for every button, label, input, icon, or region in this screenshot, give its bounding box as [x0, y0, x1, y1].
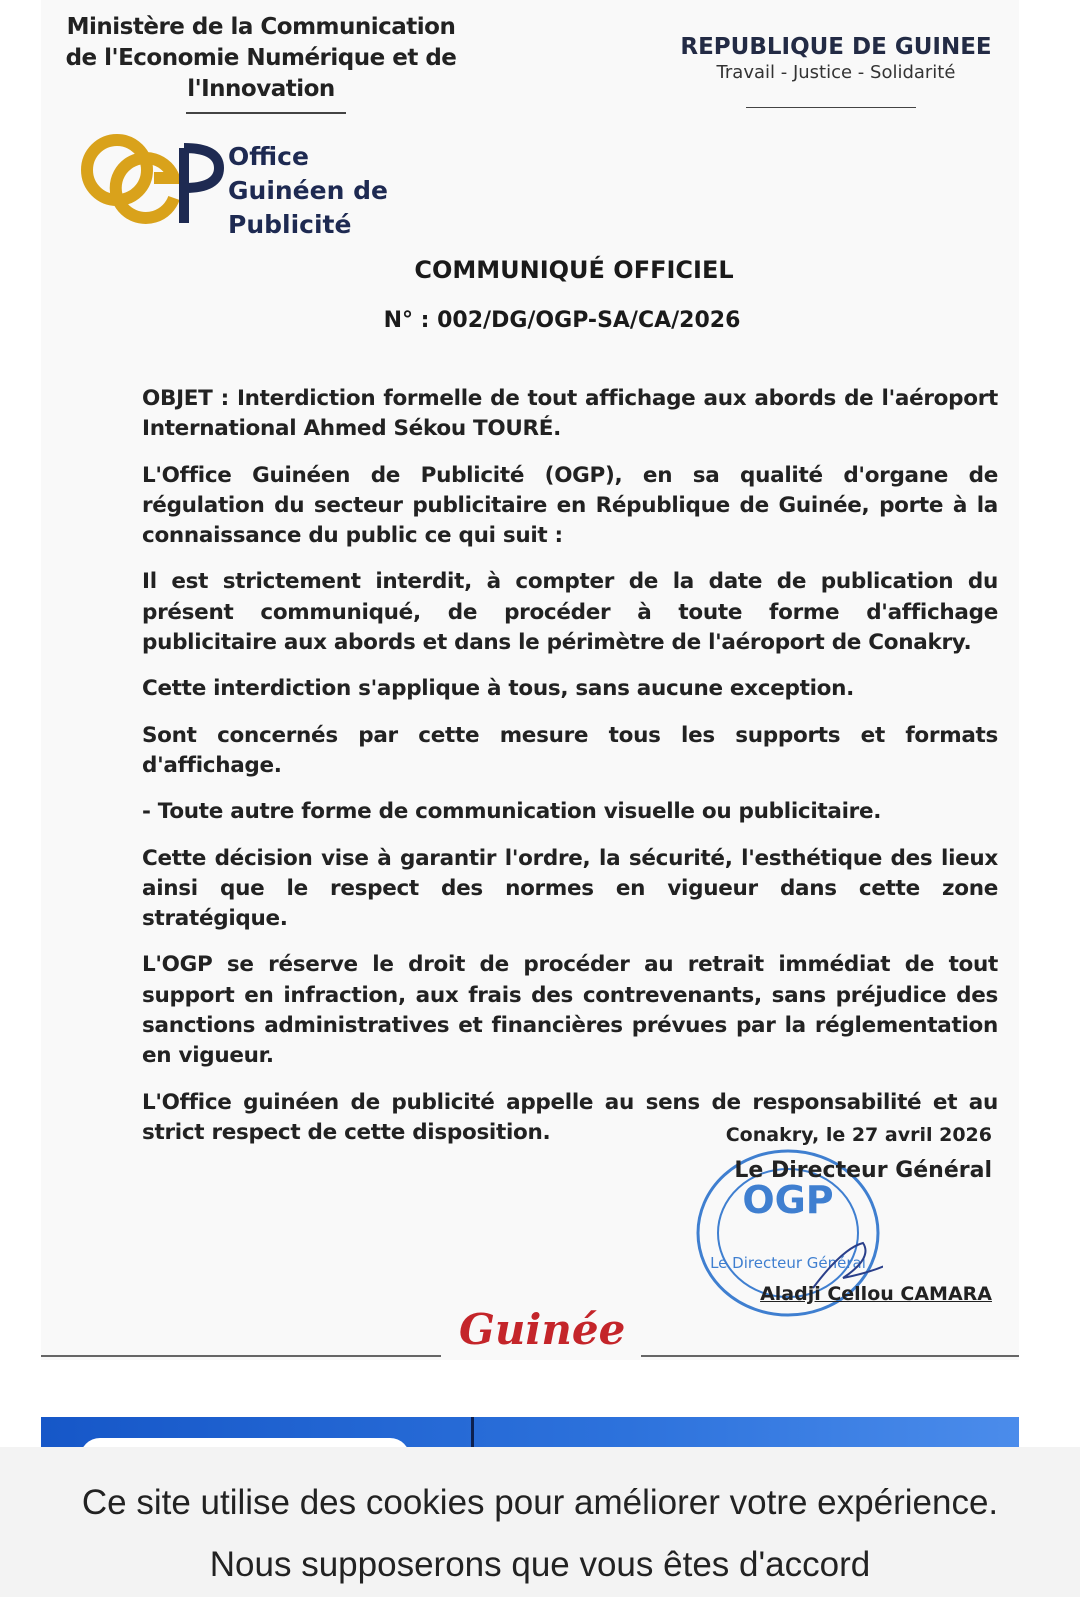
divider	[746, 107, 916, 108]
paragraph: Il est strictement interdit, à compter de la date de publication du présent communiqué, de procéder à toute forme d'affichage publicitaire aux abords et dans le périmètre de l'aéroport de Conakry.	[142, 569, 998, 656]
place-date: Conakry, le 27 avril 2026	[725, 1124, 992, 1146]
signature-block	[726, 1124, 992, 1305]
republic-title: REPUBLIQUE DE GUINEE	[680, 34, 992, 60]
document-number: N° : 002/DG/OGP-SA/CA/2026	[383, 308, 741, 333]
republic-header	[661, 34, 1011, 83]
communique-image	[41, 0, 1019, 1360]
paragraph: L'Office Guinéen de Publicité (OGP), en sa qualité d'organe de régulation du secteur publicitaire en République de Guinée, porte à la connaissance du public ce qui suit :	[142, 462, 998, 549]
office-name-line: Publicité	[228, 210, 352, 239]
signatory-name: Aladji Cellou CAMARA	[760, 1283, 992, 1305]
republic-motto: Travail - Justice - Solidarité	[716, 62, 956, 83]
office-name	[228, 140, 388, 242]
footer-rule	[41, 1355, 441, 1357]
stamp-center-text: Le Directeur Général	[710, 1254, 866, 1272]
paragraph: - Toute autre forme de communication visuelle ou publicitaire.	[142, 799, 882, 825]
cookie-text: Ce site utilise des cookies pour améliorer votre expérience. Nous supposerons que vous êtes d'accord	[81, 1483, 999, 1584]
paragraph-object: OBJET : Interdiction formelle de tout affichage aux abords de l'aéroport International Ahmed Sékou TOURÉ.	[142, 386, 998, 442]
ministry-header: Ministère de la Communication de l'Economie Numérique et de l'Innovation	[65, 14, 457, 102]
office-name-line: Office	[228, 142, 309, 171]
paragraph: Sont concernés par cette mesure tous les supports et formats d'affichage.	[142, 722, 998, 778]
paragraph: L'Office guinéen de publicité appelle au sens de responsabilité et au strict respect de cette disposition.	[142, 1089, 998, 1145]
paragraph: L'OGP se réserve le droit de procéder au retrait immédiat de tout support en infraction, aux frais des contrevenants, sans préjudice des sanctions administratives et financières prévues par la réglementation en vigueur.	[142, 952, 998, 1069]
paragraph: Cette interdiction s'applique à tous, sans aucune exception.	[142, 676, 854, 702]
divider	[186, 112, 346, 114]
ogp-logo-icon	[79, 128, 224, 243]
signatory-role: Le Directeur Général	[734, 1158, 992, 1183]
footer-rule	[641, 1355, 1019, 1357]
stamp-logo: OGP	[742, 1178, 834, 1222]
document-body	[142, 384, 998, 1164]
cookie-banner	[0, 1447, 1080, 1597]
paragraph: Cette décision vise à garantir l'ordre, la sécurité, l'esthétique des lieux ainsi que le respect des normes en vigueur dans cette zone stratégique.	[142, 845, 998, 932]
guinee-logo: Guinée	[459, 1305, 626, 1354]
office-name-line: Guinéen de	[228, 176, 388, 205]
document-title: COMMUNIQUÉ OFFICIEL	[414, 256, 734, 284]
